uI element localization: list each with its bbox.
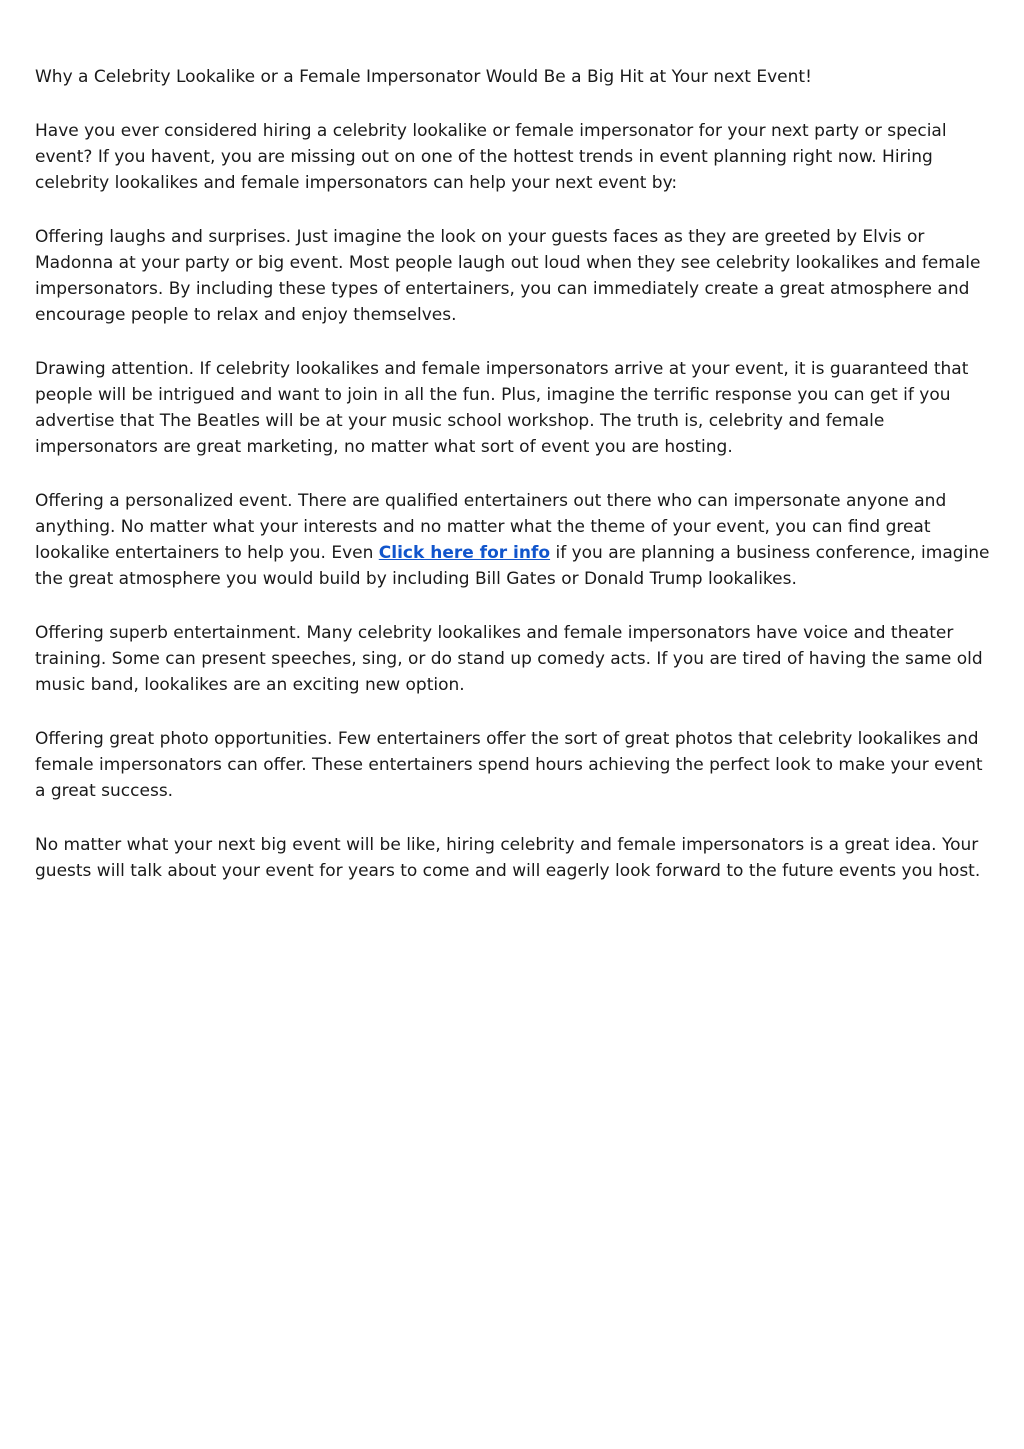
paragraph-intro: Have you ever considered hiring a celebrity lookalike or female impersonator for your next party or special event? If you havent, you are missing out on one of the hottest trends in event planning right now. Hiring celebrity lookalikes and female impersonators can help your next event by: (35, 121, 947, 193)
paragraph-personalized-before: Offering a personalized event. There are qualified entertainers out there who can impersonate anyone and anything. No matter what your interests and no matter what the theme of your event, you can find great lookalike entertainers to help you. Even (35, 491, 947, 563)
paragraph-attention: Drawing attention. If celebrity lookalikes and female impersonators arrive at your event, it is guaranteed that people will be intrigued and want to join in all the fun. Plus, imagine the terrific response you can get if you advertise that The Beatles will be at your music school workshop. The truth is, celebrity and female impersonators are great marketing, no matter what sort of event you are hosting. (35, 359, 969, 457)
document-title: Why a Celebrity Lookalike or a Female Impersonator Would Be a Big Hit at Your next Event! (35, 67, 812, 87)
paragraph-entertainment: Offering superb entertainment. Many celebrity lookalikes and female impersonators have voice and theater training. Some can present speeches, sing, or do stand up comedy acts. If you are tired of having the same old music band, lookalikes are an exciting new option. (35, 623, 983, 695)
info-link[interactable]: Click here for info (378, 543, 551, 563)
paragraph-photos: Offering great photo opportunities. Few entertainers offer the sort of great photos that celebrity lookalikes and female impersonators can offer. These entertainers spend hours achieving the perfect look to make your event a great success. (35, 729, 983, 801)
paragraph-laughs: Offering laughs and surprises. Just imagine the look on your guests faces as they are greeted by Elvis or Madonna at your party or big event. Most people laugh out loud when they see celebrity lookalikes and female impersonators. By including these types of entertainers, you can immediately create a great atmosphere and encourage people to relax and enjoy themselves. (35, 227, 981, 325)
paragraph-personalized-after: if you are planning a business conference, imagine the great atmosphere you would build by including Bill Gates or Donald Trump lookalikes. (35, 543, 990, 589)
paragraph-conclusion: No matter what your next big event will be like, hiring celebrity and female impersonators is a great idea. Your guests will talk about your event for years to come and will eagerly look forward to the future events you host. (35, 835, 981, 881)
paragraph-personalized (35, 488, 994, 592)
